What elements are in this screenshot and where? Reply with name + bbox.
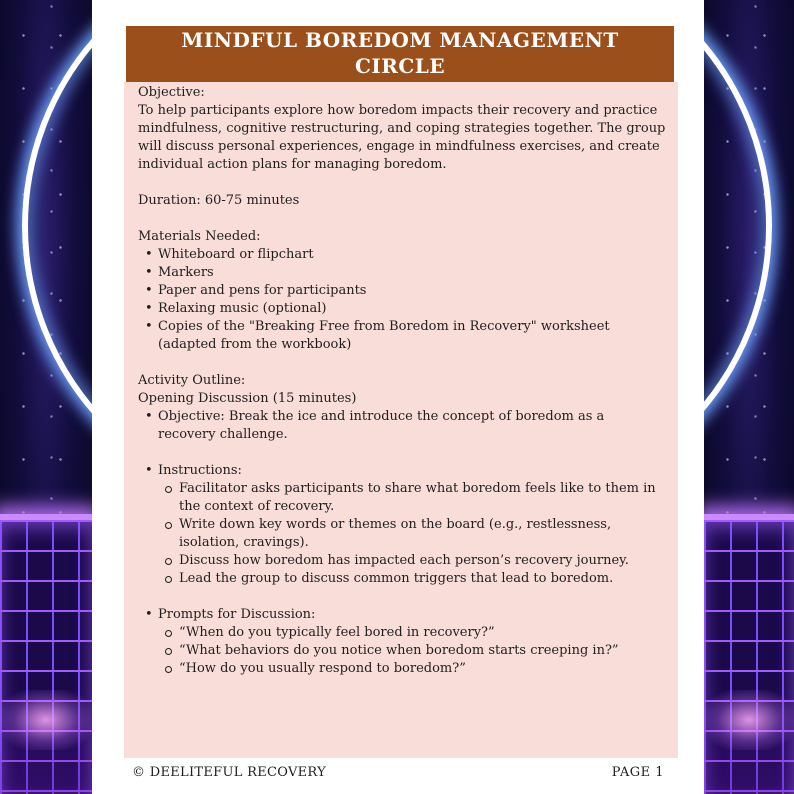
prompts-list	[138, 606, 666, 624]
duration-text: Duration: 60-75 minutes	[138, 193, 300, 208]
neon-grid-floor	[0, 520, 92, 794]
copyright-text: © DEELITEFUL RECOVERY	[132, 765, 327, 780]
list-item: • Relaxing music (optional)	[138, 300, 666, 318]
list-item: “How do you usually respond to boredom?”	[138, 660, 666, 678]
list-item: Discuss how boredom has impacted each person’s recovery journey.	[138, 552, 666, 570]
prompts-sublist	[138, 624, 666, 678]
content-panel	[124, 82, 678, 758]
page-title-line-2: CIRCLE	[354, 54, 446, 78]
list-item: • Markers	[138, 264, 666, 282]
document-page	[92, 0, 704, 794]
prompts-label: Prompts for Discussion:	[158, 607, 316, 622]
background-right-panel	[704, 0, 794, 794]
prompts-item	[138, 606, 666, 624]
list-item: • Copies of the "Breaking Free from Boredom in Recovery" worksheet (adapted from the workbook)	[138, 318, 666, 354]
list-item: • Whiteboard or flipchart	[138, 246, 666, 264]
instructions-item	[138, 462, 666, 480]
materials-list	[138, 246, 666, 354]
background-left-panel	[0, 0, 92, 794]
list-item: • Objective: Break the ice and introduce the concept of boredom as a recovery challenge.	[138, 408, 666, 444]
list-item: • Paper and pens for participants	[138, 282, 666, 300]
objective-text: To help participants explore how boredom impacts their recovery and practice mindfulness, cognitive restructuring, and coping strategies together. The group will discuss personal experiences, engage in mindfulness exercises, and create individual action plans for managing boredom.	[138, 103, 666, 172]
list-item: Write down key words or themes on the board (e.g., restlessness, isolation, cravings).	[138, 516, 666, 552]
instructions-sublist	[138, 480, 666, 588]
page-title-line-1: MINDFUL BOREDOM MANAGEMENT	[181, 28, 619, 52]
list-item: “When do you typically feel bored in recovery?”	[138, 624, 666, 642]
floor-glow	[704, 690, 794, 750]
instructions-list	[138, 462, 666, 480]
list-item: “What behaviors do you notice when boredom starts creeping in?”	[138, 642, 666, 660]
neon-grid-floor	[704, 520, 794, 794]
objective-label: Objective:	[138, 85, 205, 100]
list-item: Lead the group to discuss common triggers that lead to boredom.	[138, 570, 666, 588]
opening-discussion-heading: Opening Discussion (15 minutes)	[138, 391, 357, 406]
opening-list	[138, 408, 666, 444]
title-banner	[126, 26, 674, 82]
materials-label: Materials Needed:	[138, 229, 261, 244]
floor-glow	[0, 690, 92, 750]
instructions-label: Instructions:	[158, 463, 242, 478]
page-number: PAGE 1	[611, 765, 664, 780]
list-item: Facilitator asks participants to share what boredom feels like to them in the context of recovery.	[138, 480, 666, 516]
page-footer	[132, 765, 664, 783]
activity-outline-label: Activity Outline:	[138, 373, 246, 388]
